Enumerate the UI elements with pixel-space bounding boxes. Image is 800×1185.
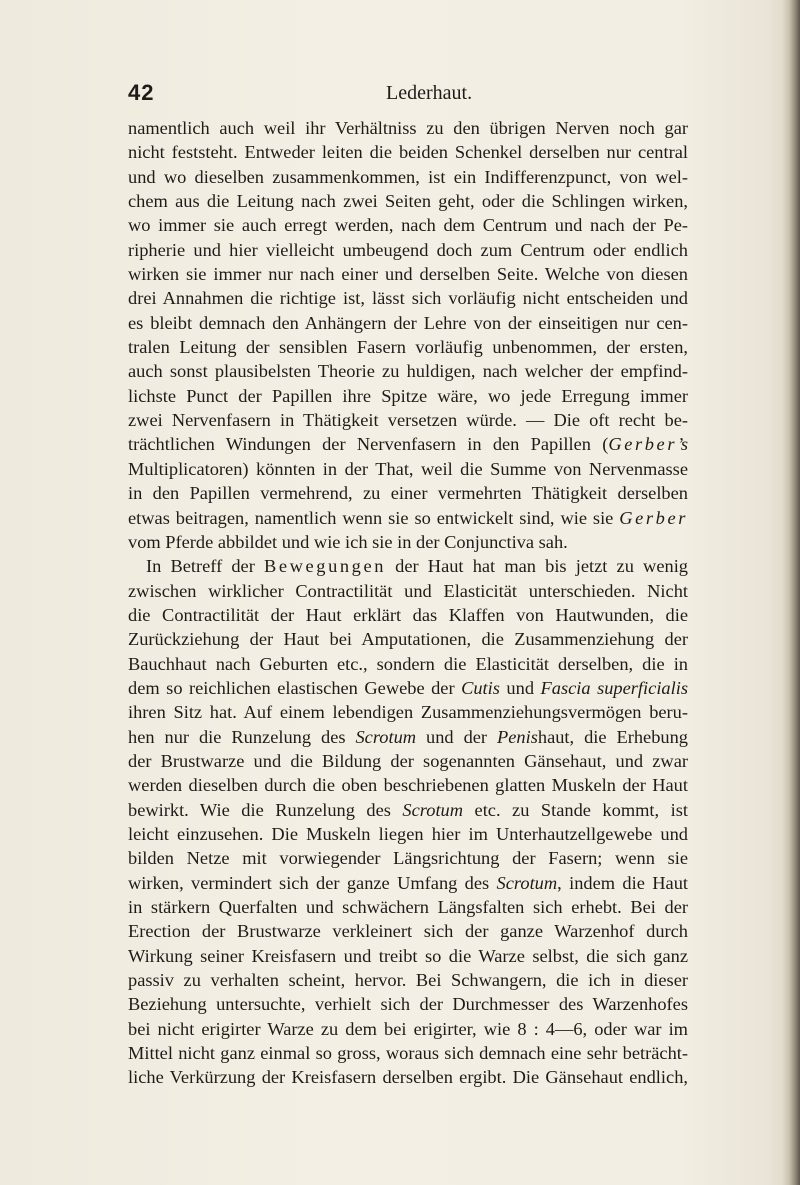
text-run: Bauchhaut nach Geburten etc., sondern die Elasticität derselben, die in	[128, 653, 688, 674]
text-run: drei Annahmen die richtige ist, lässt sich vorläufig nicht entscheiden und	[128, 288, 688, 309]
text-run: dem so reichlichen elastischen Gewebe der	[128, 677, 462, 698]
text-line	[128, 1041, 688, 1065]
text-line	[128, 944, 688, 968]
text-run: zwei Nervenfasern in Thätigkeit versetzen würde. — Die oft recht be-	[128, 410, 688, 431]
text-run: lichste Punct der Papillen ihre Spitze wäre, wo jede Erregung immer	[128, 385, 688, 406]
text-line	[128, 871, 688, 895]
text-run: tralen Leitung der sensiblen Fasern vorläufig unbenommen, der ersten,	[128, 337, 688, 358]
text-run: wirken sie immer nur nach einer und derselben Seite. Welche von diesen	[128, 264, 688, 285]
text-run: trächtlichen Windungen der Nervenfasern in den Papillen (	[128, 434, 609, 455]
emphasized-text: Scrotum	[355, 726, 417, 747]
text-line	[128, 359, 688, 383]
text-line	[128, 238, 688, 262]
text-run: die Contractilität der Haut erklärt das Klaffen von Hautwunden, die	[128, 604, 688, 625]
text-line	[128, 286, 688, 310]
text-run: hen nur die Runzelung des	[128, 726, 356, 747]
text-line	[128, 506, 688, 530]
running-title: Lederhaut.	[386, 82, 473, 104]
emphasized-text: Scrotum	[402, 799, 464, 820]
text-line	[128, 579, 688, 603]
text-line	[128, 1017, 688, 1041]
text-line	[128, 311, 688, 335]
text-line	[128, 432, 688, 456]
text-line	[128, 213, 688, 237]
text-run: und wo dieselben zusammenkommen, ist ein Indifferenzpunct, von wel-	[128, 166, 688, 187]
page-header	[128, 80, 688, 108]
text-run: chem aus die Leitung nach zwei Seiten geht, oder die Schlingen wirken,	[128, 191, 688, 212]
text-line	[128, 603, 688, 627]
text-line	[128, 919, 688, 943]
emphasized-text: Cutis	[461, 677, 500, 698]
text-line	[128, 530, 688, 554]
text-run: und der	[416, 726, 498, 747]
text-run: Erection der Brustwarze verkleinert sich der ganze Warzenhof durch	[128, 921, 688, 942]
text-line	[128, 335, 688, 359]
text-line	[128, 676, 688, 700]
text-line	[128, 798, 688, 822]
text-run: bilden Netze mit vorwiegender Längsrichtung der Fasern; wenn sie	[128, 848, 688, 869]
text-run: , indem die Haut	[557, 872, 688, 893]
page-number: 42	[128, 80, 155, 105]
text-run: der Brustwarze und die Bildung der sogenannten Gänsehaut, und zwar	[128, 750, 688, 771]
text-line	[128, 773, 688, 797]
text-run: in den Papillen vermehrend, zu einer vermehrten Thätigkeit derselben	[128, 483, 688, 504]
text-line	[128, 481, 688, 505]
emphasized-text: Gerber	[619, 507, 688, 528]
text-run: ripherie und hier vielleicht umbeugend doch zum Centrum oder endlich	[128, 239, 688, 260]
text-run: Mittel nicht ganz einmal so gross, woraus sich demnach eine sehr beträcht-	[128, 1043, 688, 1064]
text-line	[128, 627, 688, 651]
body-text	[128, 116, 688, 1090]
text-run: Wirkung seiner Kreisfasern und treibt so die Warze selbst, die sich ganz	[128, 945, 688, 966]
text-run: passiv zu verhalten scheint, hervor. Bei Schwangern, die ich in dieser	[128, 970, 688, 991]
text-run: liche Verkürzung der Kreisfasern derselben ergibt. Die Gänsehaut endlich,	[128, 1067, 688, 1088]
text-line	[128, 700, 688, 724]
text-run: der Haut hat man bis jetzt zu wenig	[386, 556, 688, 577]
text-line	[128, 1065, 688, 1089]
text-run: und	[499, 677, 541, 698]
text-run: In Betreff der	[146, 556, 264, 577]
text-run: Multiplicatoren) könnten in der That, weil die Summe von Nervenmasse	[128, 458, 688, 479]
text-run: in stärkern Querfalten und schwächern Längsfalten sich erhebt. Bei der	[128, 897, 688, 917]
text-run: etc. zu Stande kommt, ist	[463, 799, 688, 820]
text-run: ihren Sitz hat. Auf einem lebendigen Zusammenziehungsvermögen beru-	[128, 702, 688, 723]
page-gutter-shadow	[782, 0, 800, 1185]
text-line	[128, 554, 688, 578]
text-run: es bleibt demnach den Anhängern der Lehre von der einseitigen nur cen-	[128, 312, 688, 333]
text-run: leicht einzusehen. Die Muskeln liegen hier im Unterhautzellgewebe und	[128, 823, 688, 844]
emphasized-text: Scrotum	[496, 872, 558, 893]
text-run: bei nicht erigirter Warze zu dem bei erigirter, wie 8 : 4—6, oder war im	[128, 1018, 688, 1039]
text-line	[128, 116, 688, 140]
text-run: zwischen wirklicher Contractilität und Elasticität unterschieden. Nicht	[128, 580, 688, 601]
text-run: wo immer sie auch erregt werden, nach dem Centrum und nach der Pe-	[128, 215, 688, 236]
emphasized-text: ’s	[677, 434, 688, 455]
text-run: werden dieselben durch die oben beschriebenen glatten Muskeln der Haut	[128, 775, 688, 796]
text-run: Beziehung untersuchte, verhielt sich der Durchmesser des Warzenhofes	[128, 994, 688, 1015]
text-line	[128, 140, 688, 164]
text-line	[128, 846, 688, 870]
emphasized-text: Fascia superficialis	[540, 677, 688, 698]
emphasized-text: Gerber	[608, 434, 678, 455]
text-run: haut, die Erhebung	[537, 726, 688, 747]
text-line	[128, 968, 688, 992]
text-line	[128, 384, 688, 408]
text-line	[128, 189, 688, 213]
text-line	[128, 895, 688, 919]
text-run: vom Pferde abbildet und wie ich sie in der Conjunctiva sah.	[128, 531, 568, 552]
text-line	[128, 457, 688, 481]
text-run: etwas beitragen, namentlich wenn sie so entwickelt sind, wie sie	[128, 507, 620, 528]
text-line	[128, 749, 688, 773]
text-run: nicht feststeht. Entweder leiten die beiden Schenkel derselben nur central	[128, 142, 688, 163]
emphasized-text: Penis	[497, 726, 538, 747]
text-line	[128, 652, 688, 676]
text-line	[128, 262, 688, 286]
text-line	[128, 822, 688, 846]
text-line	[128, 725, 688, 749]
text-run: namentlich auch weil ihr Verhältniss zu den übrigen Nerven noch gar	[128, 118, 688, 138]
text-line	[128, 992, 688, 1016]
text-run: wirken, vermindert sich der ganze Umfang des	[128, 872, 497, 893]
text-run: auch sonst plausibelsten Theorie zu huldigen, nach welcher der empfind-	[128, 361, 688, 382]
text-line	[128, 165, 688, 189]
emphasized-text: Bewegungen	[264, 556, 387, 577]
text-line	[128, 408, 688, 432]
text-run: bewirkt. Wie die Runzelung des	[128, 799, 403, 820]
text-run: Zurückziehung der Haut bei Amputationen, die Zusammenziehung der	[128, 629, 688, 650]
